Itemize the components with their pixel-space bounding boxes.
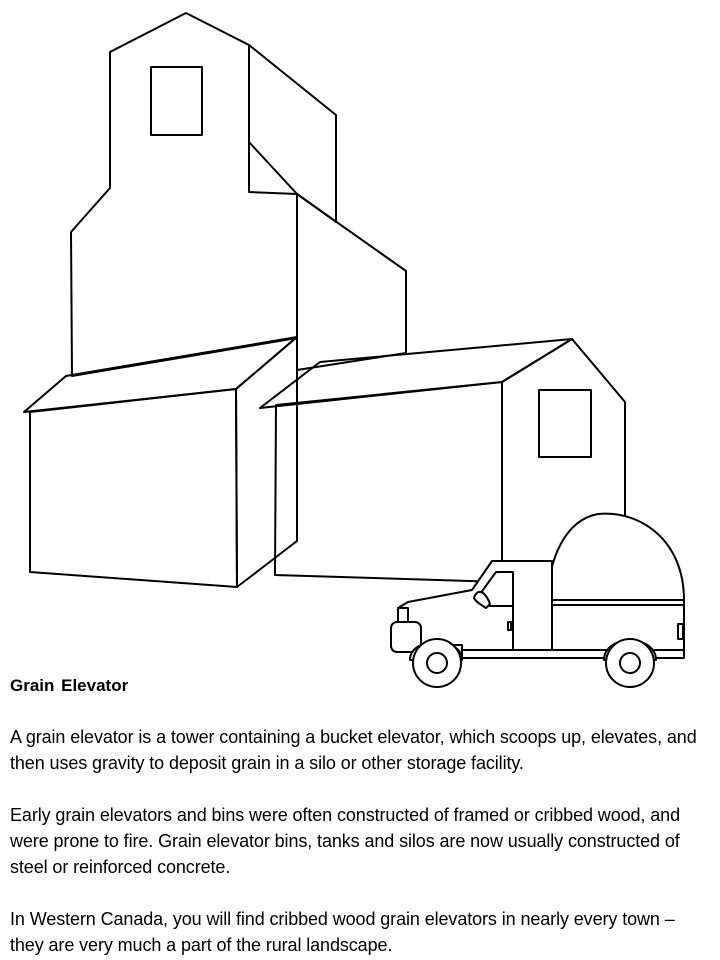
grain-pile: [548, 514, 684, 600]
rear-hubcap: [620, 653, 640, 673]
right-annex-front: [275, 382, 502, 582]
left-annex-roof: [24, 337, 297, 412]
left-annex-front: [30, 389, 237, 587]
tower-window: [151, 67, 202, 135]
right-annex-roof: [260, 339, 572, 408]
paragraph-definition: A grain elevator is a tower containing a bucket elevator, which scoops up, elevates, and then uses gravity to deposit grain in a silo or other storage facility.: [10, 727, 697, 773]
left-annex-side: [236, 337, 297, 587]
headlight: [398, 608, 408, 622]
right-annex-window: [539, 390, 591, 457]
tower-side-lower: [297, 194, 406, 370]
paragraph-western-canada: In Western Canada, you will find cribbed wood grain elevators in nearly every town – they are very much a part of the rural landscape.: [10, 909, 675, 955]
pickup-truck: [391, 514, 684, 687]
page-title: Grain Elevator: [10, 676, 129, 695]
paragraph-construction: Early grain elevators and bins were often constructed of framed or cribbed wood, and were prone to fire. Grain elevator bins, tanks and silos are now usually constructed of steel or reinforced concrete.: [10, 805, 680, 877]
elevator-tower: [71, 13, 406, 376]
left-annex: [24, 337, 297, 587]
front-hubcap: [427, 653, 447, 673]
article-body: [10, 674, 710, 958]
door-handle: [508, 622, 511, 630]
tail-light: [678, 624, 683, 639]
tower-side-upper: [249, 45, 336, 222]
